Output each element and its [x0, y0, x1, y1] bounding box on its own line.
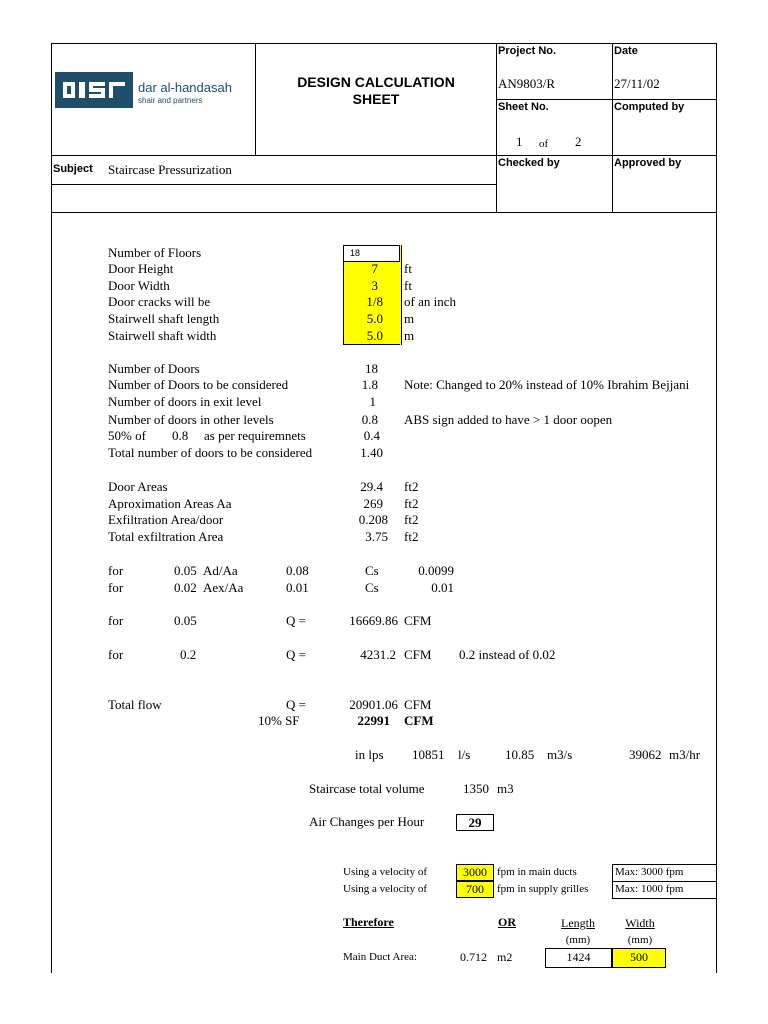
date-label: Date: [614, 45, 638, 57]
header-row-divider-1: [496, 99, 717, 100]
flow1-q: Q =: [286, 613, 306, 628]
shaft-width-unit: m: [404, 328, 415, 343]
door-cracks-unit: of an inch: [404, 294, 456, 309]
volume-unit: m3: [497, 781, 514, 796]
ratio1-for: for: [108, 563, 124, 578]
lps-unit: l/s: [458, 747, 471, 762]
company-logo: [55, 72, 133, 113]
sheet-total: 2: [575, 134, 582, 149]
fifty-percent-label2: as per requiremnets: [204, 428, 306, 443]
exfil-door-value: 0.208: [358, 512, 388, 527]
ratio1-c: 0.08: [286, 563, 309, 578]
total-flow-value: 20901.06: [349, 697, 398, 712]
fifty-percent-label: 50% of: [108, 428, 146, 443]
velocity2-desc: fpm in supply grilles: [497, 883, 589, 895]
sheet-of: of: [539, 138, 549, 150]
subject-label: Subject: [53, 163, 93, 175]
door-width-unit: ft: [404, 278, 412, 293]
ach-value: 29: [456, 814, 494, 831]
header-divider-2: [496, 43, 497, 213]
ratio2-a: 0.02: [174, 580, 197, 595]
sf-unit: CFM: [404, 713, 434, 728]
doors-exit-label: Number of doors in exit level: [108, 394, 262, 409]
velocity1-value[interactable]: 3000: [456, 864, 494, 881]
sheet-no-label: Sheet No.: [498, 101, 549, 113]
total-doors-value: 1.40: [360, 445, 383, 460]
ratio2-cs: Cs: [365, 580, 379, 595]
velocity1-max: Max: 3000 fpm: [615, 866, 684, 878]
m3s-value: 10.85: [505, 747, 535, 762]
flow2-value: 4231.2: [360, 647, 396, 662]
header-bottom-border: [51, 212, 717, 213]
door-width-value[interactable]: 3: [371, 278, 378, 293]
exfil-door-unit: ft2: [404, 512, 419, 527]
total-flow-q: Q =: [286, 697, 306, 712]
approx-areas-unit: ft2: [404, 496, 419, 511]
approx-areas-label: Aproximation Areas Aa: [108, 496, 232, 511]
fifty-percent-value: 0.4: [363, 428, 380, 443]
velocity1-desc: fpm in main ducts: [497, 866, 577, 878]
total-exfil-label: Total exfiltration Area: [108, 529, 224, 544]
header-top-border: [51, 43, 717, 44]
flow2-note: 0.2 instead of 0.02: [459, 647, 556, 662]
duct-width-value[interactable]: 500: [612, 948, 666, 968]
door-height-label: Door Height: [108, 261, 174, 276]
width-label: Width: [625, 916, 655, 930]
therefore-label: Therefore: [343, 915, 394, 929]
doors-exit-value: 1: [369, 394, 376, 409]
ratio2-b: Aex/Aa: [203, 580, 244, 595]
company-tagline: shair and partners: [138, 96, 203, 105]
main-duct-label: Main Duct Area:: [343, 951, 417, 963]
velocity2-label: Using a velocity of: [343, 883, 428, 895]
ratio1-cs: Cs: [365, 563, 379, 578]
project-no: AN9803/R: [498, 76, 556, 91]
header-divider-3: [612, 43, 613, 213]
flow1-a: 0.05: [174, 613, 197, 628]
velocity2-max: Max: 1000 fpm: [615, 883, 684, 895]
doors-other-value: 0.8: [361, 412, 378, 427]
sheet-title-line2: SHEET: [352, 91, 400, 107]
flow2-unit: CFM: [404, 647, 432, 662]
width-mm: (mm): [627, 934, 653, 946]
subject-row-divider: [51, 184, 497, 185]
main-duct-unit: m2: [497, 950, 513, 964]
ratio2-for: for: [108, 580, 124, 595]
sheet-left-border: [51, 43, 52, 973]
sf-value: 22991: [357, 713, 390, 728]
total-doors-label: Total number of doors to be considered: [108, 445, 313, 460]
lps-value: 10851: [412, 747, 445, 762]
total-exfil-unit: ft2: [404, 529, 419, 544]
shaft-length-label: Stairwell shaft length: [108, 311, 220, 326]
approved-by-label: Approved by: [614, 157, 682, 169]
dar-logo-icon: [55, 72, 133, 108]
computed-by-label: Computed by: [614, 101, 685, 113]
flow1-for: for: [108, 613, 124, 628]
shaft-width-value[interactable]: 5.0: [366, 328, 383, 343]
total-exfil-value: 3.75: [365, 529, 388, 544]
sf-label: 10% SF: [258, 713, 300, 728]
checked-by-label: Checked by: [498, 157, 560, 169]
door-areas-value: 29.4: [360, 479, 383, 494]
floors-value[interactable]: 18: [350, 248, 361, 258]
company-name: dar al-handasah: [138, 80, 232, 95]
door-areas-label: Door Areas: [108, 479, 168, 494]
max-box-divider: [612, 881, 717, 882]
door-cracks-value[interactable]: 1/8: [366, 294, 383, 309]
door-height-unit: ft: [404, 261, 412, 276]
doors-other-note: ABS sign added to have > 1 door oopen: [404, 412, 613, 427]
sheet-no: 1: [516, 134, 523, 149]
velocity1-label: Using a velocity of: [343, 866, 428, 878]
header-row-divider-2: [51, 155, 717, 156]
ratio2-c: 0.01: [286, 580, 309, 595]
door-cracks-label: Door cracks will be: [108, 294, 211, 309]
velocity2-value[interactable]: 700: [456, 881, 494, 898]
door-areas-unit: ft2: [404, 479, 419, 494]
ratio2-d: 0.01: [431, 580, 454, 595]
flow2-q: Q =: [286, 647, 306, 662]
subject-value: Staircase Pressurization: [108, 162, 232, 177]
sheet-right-border: [716, 43, 717, 973]
shaft-length-value[interactable]: 5.0: [366, 311, 383, 326]
ratio1-b: Ad/Aa: [203, 563, 238, 578]
length-label: Length: [561, 916, 595, 930]
door-width-label: Door Width: [108, 278, 170, 293]
exfil-door-label: Exfiltration Area/door: [108, 512, 224, 527]
date-value: 27/11/02: [614, 76, 660, 91]
doors-considered-value: 1.8: [361, 377, 378, 392]
length-mm: (mm): [565, 934, 591, 946]
shaft-width-label: Stairwell shaft width: [108, 328, 217, 343]
doors-value: 18: [365, 361, 378, 376]
volume-label: Staircase total volume: [309, 781, 425, 796]
door-height-value[interactable]: 7: [371, 261, 378, 276]
flow1-unit: CFM: [404, 613, 432, 628]
flow1-value: 16669.86: [349, 613, 398, 628]
flow2-for: for: [108, 647, 124, 662]
main-duct-value: 0.712: [460, 950, 487, 964]
ratio1-a: 0.05: [174, 563, 197, 578]
approx-areas-value: 269: [363, 496, 383, 511]
ach-label: Air Changes per Hour: [309, 814, 425, 829]
duct-length-value: 1424: [545, 948, 612, 968]
floors-label: Number of Floors: [108, 245, 202, 260]
volume-value: 1350: [463, 781, 489, 796]
in-lps-label: in lps: [355, 747, 384, 762]
total-flow-unit: CFM: [404, 697, 432, 712]
doors-label: Number of Doors: [108, 361, 200, 376]
doors-considered-label: Number of Doors to be considered: [108, 377, 289, 392]
doors-considered-note: Note: Changed to 20% instead of 10% Ibrahim Bejjani: [404, 377, 690, 392]
shaft-length-unit: m: [404, 311, 415, 326]
doors-other-label: Number of doors in other levels: [108, 412, 274, 427]
or-label: OR: [498, 915, 516, 929]
flow2-a: 0.2: [180, 647, 197, 662]
ratio1-d: 0.0099: [418, 563, 454, 578]
project-no-label: Project No.: [498, 45, 557, 57]
m3hr-unit: m3/hr: [669, 747, 701, 762]
m3s-unit: m3/s: [547, 747, 573, 762]
m3hr-value: 39062: [629, 747, 662, 762]
fifty-percent-mid: 0.8: [172, 428, 189, 443]
sheet-title-line1: DESIGN CALCULATION: [297, 74, 455, 90]
total-flow-label: Total flow: [108, 697, 162, 712]
